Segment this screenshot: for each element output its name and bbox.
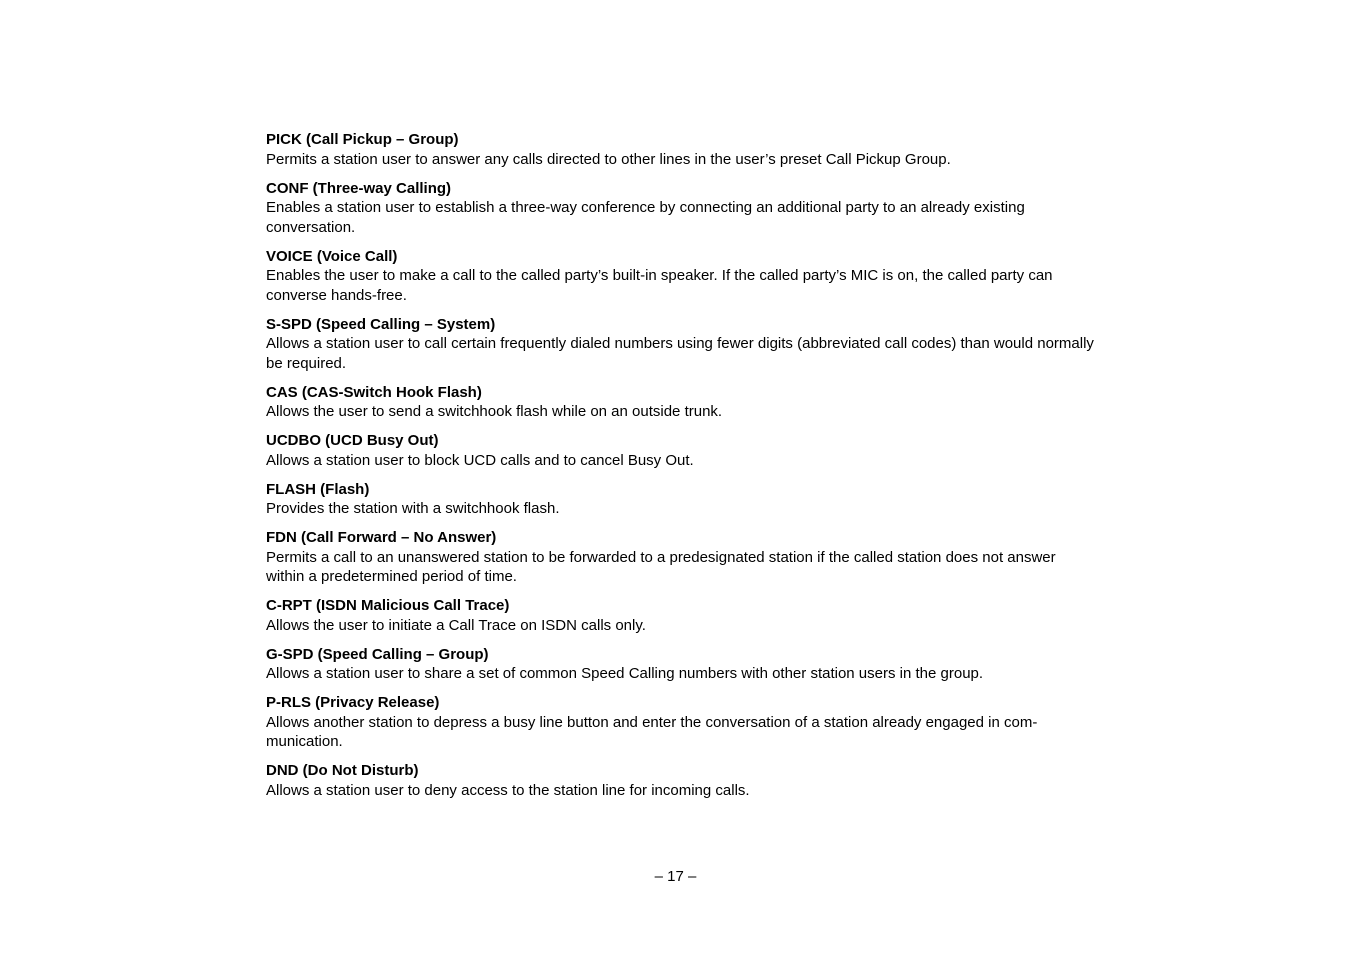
feature-description: Enables the user to make a call to the called party’s built-in speaker. If the called party’s MIC is on, the called party can converse hands-free.	[266, 267, 1053, 304]
feature-item-pick	[266, 130, 1096, 169]
feature-item-s-spd	[266, 315, 1096, 374]
feature-description: Allows a station user to deny access to the station line for incoming calls.	[266, 781, 750, 799]
feature-title: C-RPT (ISDN Malicious Call Trace)	[266, 597, 510, 614]
feature-item-cas	[266, 383, 1096, 422]
feature-title: UCDBO (UCD Busy Out)	[266, 432, 439, 449]
feature-description: Provides the station with a switchhook flash.	[266, 500, 560, 517]
feature-title: VOICE (Voice Call)	[266, 247, 398, 265]
feature-title: CONF (Three-way Calling)	[266, 179, 452, 197]
feature-title: S-SPD (Speed Calling – System)	[266, 315, 496, 333]
feature-description: Allows the user to send a switchhook flash while on an outside trunk.	[266, 403, 723, 420]
page-number: – 17 –	[654, 868, 697, 885]
feature-title: FLASH (Flash)	[266, 480, 370, 498]
feature-description: Allows a station user to call certain frequently dialed numbers using fewer digits (abbreviated call codes) than would normally be required.	[266, 335, 1094, 372]
feature-description: Allows another station to depress a busy line button and enter the conversation of a station already engaged in com-munication.	[266, 713, 1038, 750]
feature-item-p-rls	[266, 693, 1096, 752]
feature-title: CAS (CAS-Switch Hook Flash)	[266, 383, 482, 401]
feature-description: Permits a call to an unanswered station to be forwarded to a predesignated station if the called station does not answer within a predetermined period of time.	[266, 548, 1056, 585]
feature-item-g-spd	[266, 645, 1096, 684]
feature-item-flash	[266, 480, 1096, 519]
feature-item-c-rpt	[266, 596, 1096, 635]
feature-list	[266, 130, 1096, 810]
feature-item-voice	[266, 247, 1096, 306]
feature-title: DND (Do Not Disturb)	[266, 762, 419, 779]
feature-item-conf	[266, 179, 1096, 238]
feature-description: Allows a station user to block UCD calls and to cancel Busy Out.	[266, 451, 694, 469]
feature-title: FDN (Call Forward – No Answer)	[266, 529, 497, 546]
feature-item-fdn	[266, 528, 1096, 587]
feature-title: G-SPD (Speed Calling – Group)	[266, 645, 489, 663]
feature-description: Enables a station user to establish a three-way conference by connecting an additional party to an already existing conversation.	[266, 199, 1025, 236]
feature-title: P-RLS (Privacy Release)	[266, 694, 440, 711]
feature-item-dnd	[266, 761, 1096, 800]
feature-description: Allows the user to initiate a Call Trace on ISDN calls only.	[266, 616, 646, 634]
feature-item-ucdbo	[266, 431, 1096, 470]
feature-title: PICK (Call Pickup – Group)	[266, 131, 459, 148]
feature-description: Allows a station user to share a set of common Speed Calling numbers with other station users in the group.	[266, 665, 984, 682]
feature-description: Permits a station user to answer any calls directed to other lines in the user’s preset Call Pickup Group.	[266, 150, 951, 168]
